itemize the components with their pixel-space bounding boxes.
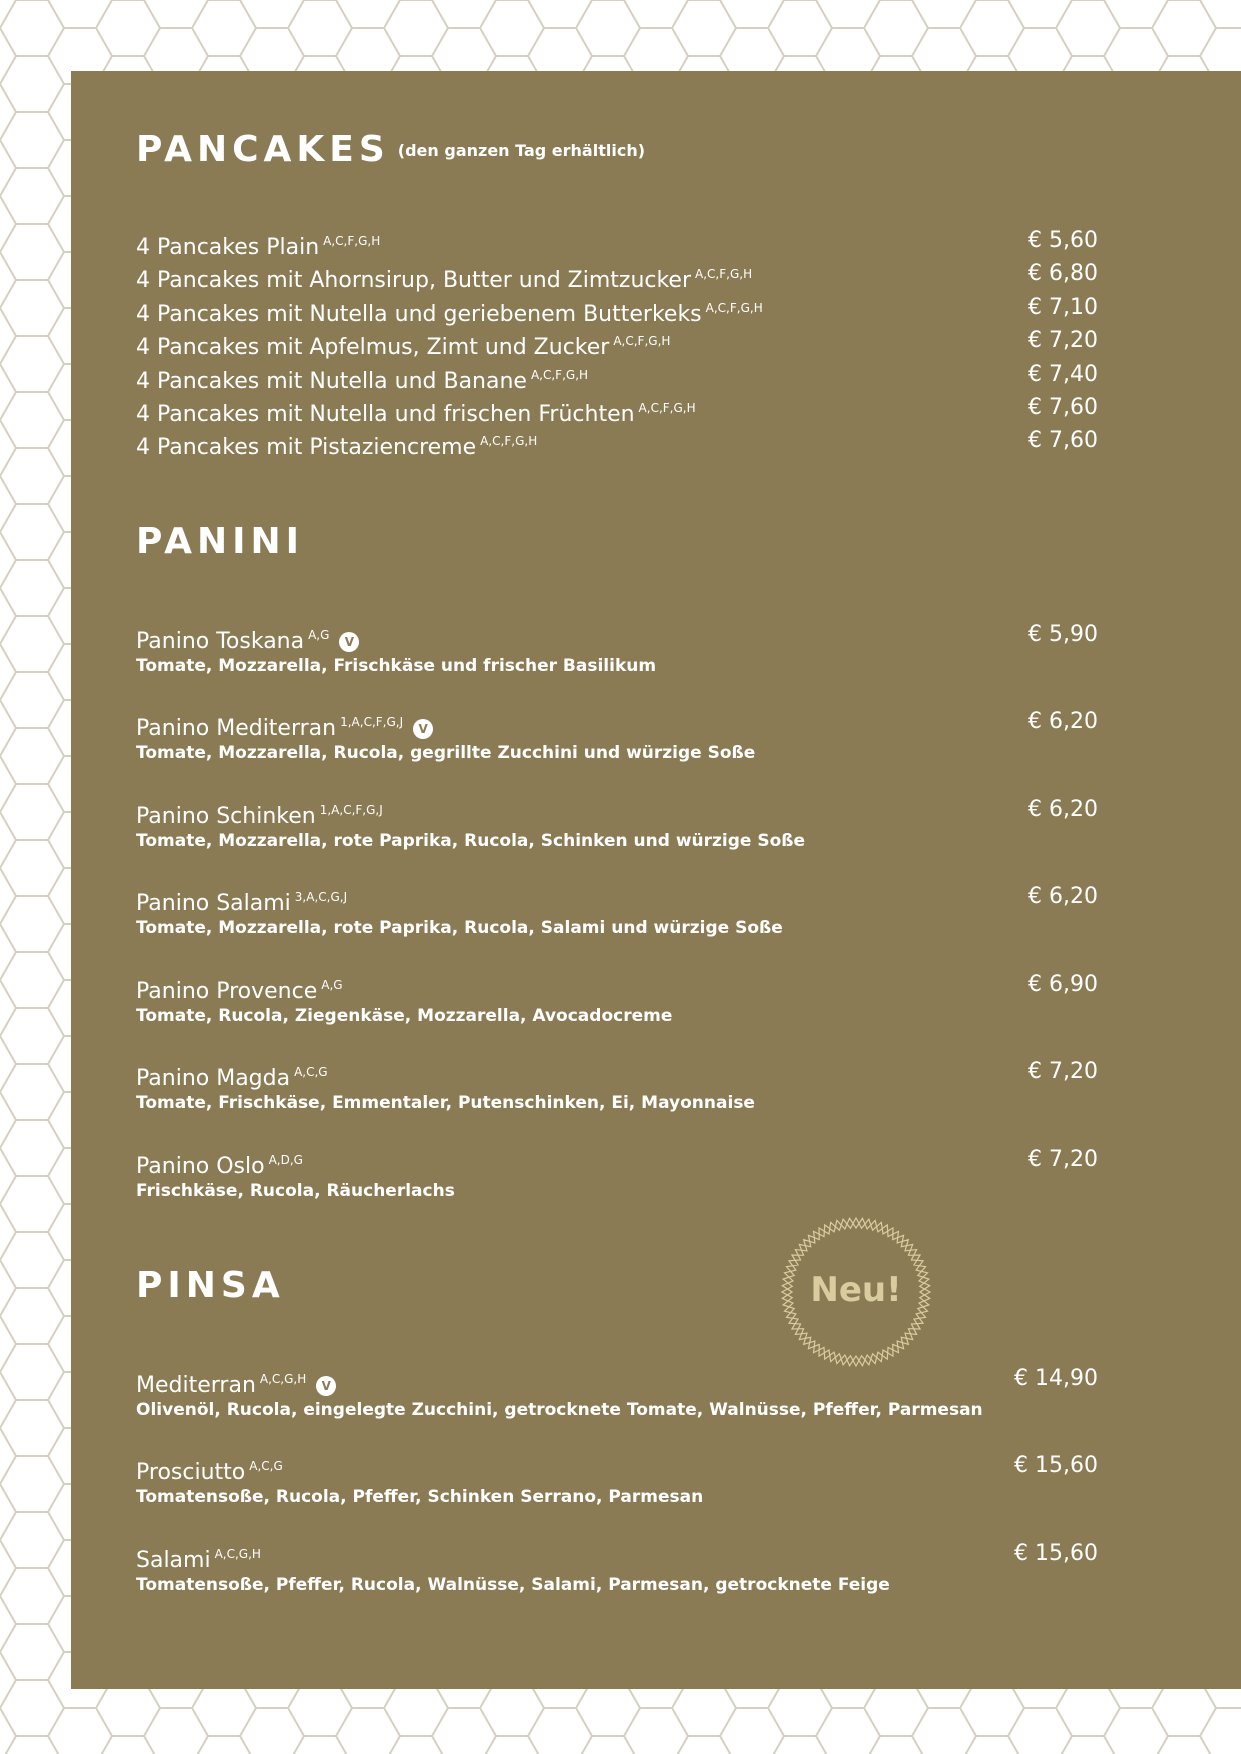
item-price: € 6,20 [1028,797,1098,822]
item-allergens: A,C,F,G,H [613,334,671,348]
item-allergens: A,C,F,G,H [705,301,763,315]
item-price: € 6,20 [1028,884,1098,909]
item-name: Panino Magda [136,1066,291,1091]
item-name: 4 Pancakes mit Ahornsirup, Butter und Zimtzucker [136,268,692,293]
item-description: Tomatensoße, Rucola, Pfeffer, Schinken Serrano, Parmesan [136,1487,704,1507]
item-allergens: A,D,G [268,1153,303,1167]
item-name: 4 Pancakes mit Nutella und Banane [136,369,527,394]
item-allergens: A,C,F,G,H [638,401,696,415]
item-description: Tomate, Rucola, Ziegenkäse, Mozzarella, Avocadocreme [136,1006,673,1026]
item-description: Olivenöl, Rucola, eingelegte Zucchini, getrocknete Tomate, Walnüsse, Pfeffer, Parmesan [136,1400,983,1420]
pancakes-subtitle: (den ganzen Tag erhältlich) [397,141,646,160]
vegetarian-icon: V [339,632,359,652]
item-price: € 15,60 [1014,1541,1098,1566]
item-allergens: A,C,F,G,H [695,267,753,281]
item-price: € 7,40 [1028,362,1098,387]
item-name: Panino Schinken [136,804,316,829]
item-description: Tomate, Mozzarella, Frischkäse und frischer Basilikum [136,656,657,676]
item-price: € 7,60 [1028,395,1098,420]
item-allergens: A,G [321,978,343,992]
item-name: Panino Salami [136,891,291,916]
item-price: € 5,90 [1028,622,1098,647]
item-price: € 7,20 [1028,328,1098,353]
item-name: Panino Provence [136,979,318,1004]
item-description: Tomate, Mozzarella, rote Paprika, Rucola, Schinken und würzige Soße [136,831,806,851]
item-price: € 7,20 [1028,1147,1098,1172]
pinsa-section-title: PINSA [136,1265,285,1306]
item-description: Frischkäse, Rucola, Räucherlachs [136,1181,455,1201]
item-price: € 5,60 [1028,228,1098,253]
item-name: Panino Oslo [136,1154,265,1179]
new-badge-label: Neu! [810,1270,902,1310]
item-allergens: A,G [308,628,330,642]
item-description: Tomate, Mozzarella, rote Paprika, Rucola, Salami und würzige Soße [136,918,783,938]
item-price: € 7,20 [1028,1059,1098,1084]
item-allergens: A,C,F,G,H [530,368,589,382]
item-price: € 6,80 [1028,261,1098,286]
vegetarian-icon: V [316,1376,336,1396]
item-name: Mediterran [136,1373,256,1398]
item-description: Tomate, Frischkäse, Emmentaler, Putenschinken, Ei, Mayonnaise [136,1093,755,1113]
item-name: Panino Mediterran [136,716,337,741]
item-allergens: 3,A,C,G,J [294,890,348,904]
vegetarian-icon: V [413,719,433,739]
item-name: 4 Pancakes mit Apfelmus, Zimt und Zucker [136,335,610,360]
item-allergens: A,C,G,H [214,1547,261,1561]
item-price: € 6,20 [1028,709,1098,734]
item-price: € 7,60 [1028,428,1098,453]
item-description: Tomatensoße, Pfeffer, Rucola, Walnüsse, Salami, Parmesan, getrocknete Feige [136,1575,890,1595]
item-name: Salami [136,1548,211,1573]
item-name: 4 Pancakes mit Pistaziencreme [136,435,477,460]
item-name: Panino Toskana [136,629,305,654]
panini-section-title: PANINI [136,521,304,562]
item-allergens: A,C,G [249,1459,283,1473]
item-allergens: A,C,F,G,H [323,234,381,248]
item-allergens: A,C,G [294,1065,328,1079]
item-name: 4 Pancakes mit Nutella und frischen Früchten [136,402,635,427]
item-price: € 6,90 [1028,972,1098,997]
item-allergens: 1,A,C,F,G,J [319,803,383,817]
item-allergens: 1,A,C,F,G,J [340,715,404,729]
item-description: Tomate, Mozzarella, Rucola, gegrillte Zucchini und würzige Soße [136,743,756,763]
item-name: 4 Pancakes mit Nutella und geriebenem Butterkeks [136,302,702,327]
item-price: € 15,60 [1014,1453,1098,1478]
item-price: € 7,10 [1028,295,1098,320]
item-name: Prosciutto [136,1460,246,1485]
pancakes-section-title: PANCAKES (den ganzen Tag erhältlich) [136,129,646,170]
item-price: € 14,90 [1014,1366,1098,1391]
item-name: 4 Pancakes Plain [136,235,320,260]
item-allergens: A,C,F,G,H [480,434,538,448]
item-allergens: A,C,G,H [259,1372,307,1386]
